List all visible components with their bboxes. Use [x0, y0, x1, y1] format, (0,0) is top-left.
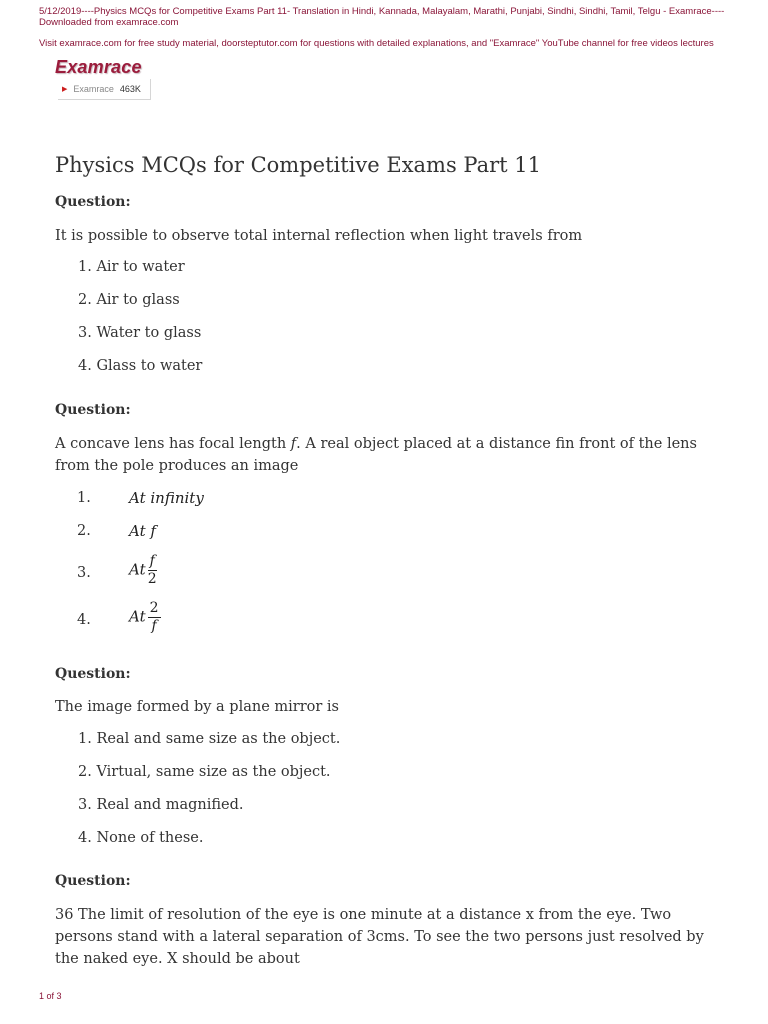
q2-option-1: At infinity	[129, 489, 204, 507]
q2-option-2: At f	[129, 522, 156, 540]
q1-option-1: 1. Air to water	[78, 259, 185, 275]
fraction-numerator: f	[149, 553, 155, 569]
q3-option-1: 1. Real and same size as the object.	[78, 731, 341, 747]
question-4-text: 36 The limit of resolution of the eye is one minute at a distance x from the eye. Two persons stand with a lateral separation of 3cms. To see the two persons just resolved by the naked eye. X should be about	[55, 907, 704, 967]
fraction-denominator: 2	[147, 571, 157, 587]
q2-text-end: . A real object placed at a distance fin front of the lens from the pole produces an image	[55, 436, 697, 474]
q2-text-variable: f	[290, 436, 297, 452]
q2-option-4-number: 4.	[77, 612, 91, 628]
q1-option-3: 3. Water to glass	[78, 325, 202, 341]
q2-option-3-number: 3.	[77, 565, 91, 581]
question-2-text	[55, 433, 720, 477]
fraction-numerator: 2	[149, 600, 159, 616]
q2-text-start: A concave lens has focal length	[55, 436, 291, 452]
q3-option-4: 4. None of these.	[78, 830, 204, 846]
q2-option-3	[129, 553, 157, 588]
question-label: Question:	[55, 666, 131, 682]
youtube-play-icon: ▶	[62, 86, 68, 93]
q3-option-3: 3. Real and magnified.	[78, 797, 244, 813]
fraction-denominator: f	[151, 618, 157, 634]
question-label: Question:	[55, 873, 131, 889]
youtube-channel-name: Examrace	[73, 84, 114, 94]
download-header-text: 5/12/2019----Physics MCQs for Competitive Exams Part 11- Translation in Hindi, Kannada, Malayalam, Marathi, Punjabi, Sindhi, Sindhi, Tamil, Telgu - Examrace----Downloaded from examrace.com	[39, 6, 725, 28]
question-3-text: The image formed by a plane mirror is	[55, 699, 339, 715]
youtube-subscriber-count: 463K	[119, 84, 141, 94]
visit-header-text: Visit examrace.com for free study material, doorsteptutor.com for questions with detailed explanations, and "Examrace" YouTube channel for free videos lectures	[39, 38, 714, 49]
q2-option-3-at: At	[129, 560, 146, 579]
q2-option-1-number: 1.	[77, 490, 91, 506]
youtube-subscribe-widget[interactable]	[58, 79, 151, 100]
examrace-logo[interactable]: Examrace	[55, 57, 142, 77]
question-label: Question:	[55, 194, 131, 210]
q2-option-3-fraction	[148, 553, 157, 588]
question-1-text: It is possible to observe total internal reflection when light travels from	[55, 228, 583, 244]
page-number: 1 of 3	[39, 991, 62, 1001]
q2-option-4-fraction	[148, 600, 161, 635]
q2-option-2-number: 2.	[77, 523, 91, 539]
q3-option-2: 2. Virtual, same size as the object.	[78, 764, 331, 780]
page-title: Physics MCQs for Competitive Exams Part 11	[55, 153, 542, 177]
q1-option-4: 4. Glass to water	[78, 358, 203, 374]
q2-option-4-at: At	[129, 607, 146, 626]
q1-option-2: 2. Air to glass	[78, 292, 180, 308]
q2-option-4	[129, 600, 161, 635]
question-label: Question:	[55, 402, 131, 418]
